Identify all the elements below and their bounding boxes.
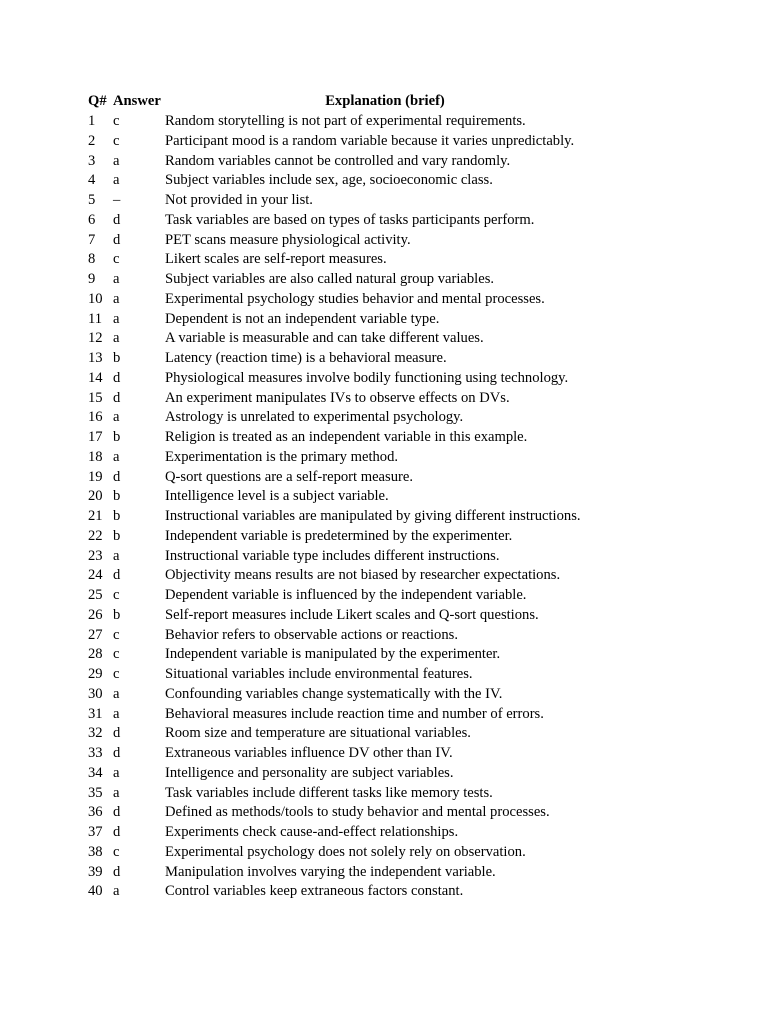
table-row bbox=[88, 310, 605, 330]
answer-cell: b bbox=[113, 606, 121, 623]
table-row bbox=[88, 270, 605, 290]
question-number-cell: 26 bbox=[88, 606, 103, 623]
table-row bbox=[88, 487, 605, 507]
answer-cell: a bbox=[113, 152, 120, 169]
explanation-cell: Dependent is not an independent variable type. bbox=[165, 310, 440, 327]
question-number-cell: 2 bbox=[88, 132, 96, 149]
table-row bbox=[88, 586, 605, 606]
table-row bbox=[88, 645, 605, 665]
table-row bbox=[88, 803, 605, 823]
question-number-cell: 3 bbox=[88, 152, 96, 169]
question-number-cell: 33 bbox=[88, 745, 103, 761]
table-row bbox=[88, 191, 605, 211]
answer-cell: a bbox=[113, 172, 120, 189]
explanation-cell: A variable is measurable and can take different values. bbox=[165, 330, 484, 347]
answer-cell: d bbox=[113, 824, 121, 840]
table-row bbox=[88, 171, 605, 191]
explanation-cell: Experiments check cause-and-effect relationships. bbox=[165, 824, 459, 840]
explanation-cell: Latency (reaction time) is a behavioral measure. bbox=[165, 350, 447, 366]
explanation-cell: Q-sort questions are a self-report measure. bbox=[165, 468, 414, 485]
table-row bbox=[88, 566, 605, 586]
question-number-cell: 34 bbox=[88, 764, 103, 781]
explanation-cell: Extraneous variables influence DV other than IV. bbox=[165, 745, 453, 761]
question-number-cell: 36 bbox=[88, 804, 103, 821]
explanation-cell: Random storytelling is not part of experimental requirements. bbox=[165, 113, 526, 129]
table-row bbox=[88, 705, 605, 725]
answer-cell: c bbox=[113, 132, 120, 149]
explanation-cell: Dependent variable is influenced by the independent variable. bbox=[165, 587, 527, 603]
answer-cell: a bbox=[113, 409, 120, 426]
answer-cell: b bbox=[113, 429, 121, 445]
table-row bbox=[88, 152, 605, 172]
explanation-cell: Participant mood is a random variable because it varies unpredictably. bbox=[165, 132, 575, 149]
answer-cell: d bbox=[113, 725, 121, 742]
explanation-cell: Intelligence and personality are subject variables. bbox=[165, 764, 454, 781]
question-number-cell: 24 bbox=[88, 567, 103, 584]
question-number-cell: 15 bbox=[88, 389, 103, 406]
answer-cell: d bbox=[113, 389, 121, 406]
header-answer: Answer bbox=[113, 93, 161, 109]
header-explanation: Explanation (brief) bbox=[325, 93, 445, 109]
answer-cell: a bbox=[113, 883, 120, 900]
answer-cell: d bbox=[113, 369, 121, 386]
table-row bbox=[88, 290, 605, 310]
header-question-number: Q# bbox=[88, 93, 107, 109]
question-number-cell: 14 bbox=[88, 369, 103, 386]
answer-cell: a bbox=[113, 547, 120, 564]
explanation-cell: Experimental psychology studies behavior and mental processes. bbox=[165, 290, 545, 307]
explanation-cell: Likert scales are self-report measures. bbox=[165, 251, 387, 268]
question-number-cell: 5 bbox=[88, 192, 96, 208]
answer-cell: d bbox=[113, 745, 121, 761]
answer-cell: d bbox=[113, 211, 121, 228]
table-row bbox=[88, 784, 605, 804]
answer-cell: c bbox=[113, 113, 120, 129]
explanation-cell: Intelligence level is a subject variable. bbox=[165, 488, 389, 505]
answer-cell: a bbox=[113, 271, 120, 287]
answer-cell: a bbox=[113, 448, 120, 465]
question-number-cell: 31 bbox=[88, 705, 103, 722]
explanation-cell: Behavioral measures include reaction time and number of errors. bbox=[165, 705, 544, 722]
question-number-cell: 13 bbox=[88, 350, 103, 366]
question-number-cell: 17 bbox=[88, 429, 103, 445]
answer-cell: d bbox=[113, 804, 121, 821]
explanation-cell: Task variables include different tasks like memory tests. bbox=[165, 784, 493, 801]
answer-cell: a bbox=[113, 290, 120, 307]
question-number-cell: 19 bbox=[88, 468, 103, 485]
question-number-cell: 35 bbox=[88, 784, 103, 801]
explanation-cell: Manipulation involves varying the independent variable. bbox=[165, 863, 496, 880]
question-number-cell: 12 bbox=[88, 330, 103, 347]
question-number-cell: 16 bbox=[88, 409, 103, 426]
answer-cell: – bbox=[113, 192, 121, 208]
answer-cell: a bbox=[113, 705, 120, 722]
explanation-cell: Not provided in your list. bbox=[165, 192, 313, 208]
table-row bbox=[88, 823, 605, 843]
answer-cell: c bbox=[113, 626, 120, 643]
answer-cell: c bbox=[113, 646, 120, 663]
question-number-cell: 18 bbox=[88, 448, 103, 465]
table-row bbox=[88, 250, 605, 270]
table-row bbox=[88, 665, 605, 685]
answer-cell: b bbox=[113, 350, 121, 366]
table-row bbox=[88, 724, 605, 744]
explanation-cell: Defined as methods/tools to study behavior and mental processes. bbox=[165, 804, 550, 821]
explanation-cell: Self-report measures include Likert scales and Q-sort questions. bbox=[165, 606, 539, 623]
table-row bbox=[88, 132, 605, 152]
explanation-cell: PET scans measure physiological activity. bbox=[165, 231, 411, 248]
table-row bbox=[88, 428, 605, 448]
explanation-cell: Independent variable is predetermined by the experimenter. bbox=[165, 527, 513, 544]
explanation-cell: Subject variables are also called natural group variables. bbox=[165, 271, 495, 287]
question-number-cell: 38 bbox=[88, 843, 103, 860]
question-number-cell: 1 bbox=[88, 113, 96, 129]
answer-cell: a bbox=[113, 764, 120, 781]
answer-cell: d bbox=[113, 863, 121, 880]
explanation-cell: Instructional variables are manipulated by giving different instructions. bbox=[165, 508, 581, 524]
question-number-cell: 10 bbox=[88, 290, 103, 307]
answer-cell: c bbox=[113, 666, 120, 682]
table-row bbox=[88, 527, 605, 547]
explanation-cell: Behavior refers to observable actions or reactions. bbox=[165, 626, 458, 643]
explanation-cell: Random variables cannot be controlled and vary randomly. bbox=[165, 152, 511, 169]
table-row bbox=[88, 211, 605, 231]
explanation-cell: Task variables are based on types of tasks participants perform. bbox=[165, 211, 535, 228]
question-number-cell: 22 bbox=[88, 527, 103, 544]
table-row bbox=[88, 744, 605, 764]
table-row bbox=[88, 882, 605, 902]
question-number-cell: 9 bbox=[88, 271, 96, 287]
table-row bbox=[88, 408, 605, 428]
explanation-cell: Experimentation is the primary method. bbox=[165, 448, 399, 465]
question-number-cell: 29 bbox=[88, 666, 103, 682]
answer-cell: c bbox=[113, 587, 120, 603]
question-number-cell: 4 bbox=[88, 172, 96, 189]
explanation-cell: Independent variable is manipulated by the experimenter. bbox=[165, 646, 501, 663]
answer-cell: b bbox=[113, 488, 121, 505]
table-row bbox=[88, 468, 605, 488]
table-row bbox=[88, 507, 605, 527]
explanation-cell: Experimental psychology does not solely rely on observation. bbox=[165, 843, 526, 860]
table-row bbox=[88, 547, 605, 567]
table-row bbox=[88, 626, 605, 646]
answer-cell: d bbox=[113, 231, 121, 248]
table-row bbox=[88, 231, 605, 251]
answer-cell: b bbox=[113, 508, 121, 524]
explanation-cell: Room size and temperature are situational variables. bbox=[165, 725, 471, 742]
table-row bbox=[88, 685, 605, 705]
question-number-cell: 40 bbox=[88, 883, 103, 900]
explanation-cell: Religion is treated as an independent variable in this example. bbox=[165, 429, 528, 445]
answer-cell: a bbox=[113, 784, 120, 801]
answer-cell: c bbox=[113, 251, 120, 268]
table-row bbox=[88, 606, 605, 626]
answer-key-table bbox=[88, 92, 605, 902]
table-row bbox=[88, 329, 605, 349]
table-row bbox=[88, 764, 605, 784]
answer-cell: a bbox=[113, 685, 120, 702]
question-number-cell: 7 bbox=[88, 231, 96, 248]
question-number-cell: 23 bbox=[88, 547, 103, 564]
question-number-cell: 8 bbox=[88, 251, 96, 268]
explanation-cell: Objectivity means results are not biased by researcher expectations. bbox=[165, 567, 561, 584]
question-number-cell: 30 bbox=[88, 685, 103, 702]
question-number-cell: 37 bbox=[88, 824, 103, 840]
answer-cell: d bbox=[113, 567, 121, 584]
explanation-cell: Confounding variables change systematically with the IV. bbox=[165, 685, 503, 702]
explanation-cell: An experiment manipulates IVs to observe effects on DVs. bbox=[165, 389, 510, 406]
question-number-cell: 28 bbox=[88, 646, 103, 663]
question-number-cell: 25 bbox=[88, 587, 103, 603]
table-row bbox=[88, 112, 605, 132]
question-number-cell: 11 bbox=[88, 310, 103, 327]
answer-cell: a bbox=[113, 330, 120, 347]
explanation-cell: Instructional variable type includes different instructions. bbox=[165, 547, 500, 564]
explanation-cell: Physiological measures involve bodily functioning using technology. bbox=[165, 369, 569, 386]
question-number-cell: 21 bbox=[88, 508, 103, 524]
question-number-cell: 32 bbox=[88, 725, 103, 742]
answer-cell: c bbox=[113, 843, 120, 860]
table-row bbox=[88, 389, 605, 409]
answer-cell: a bbox=[113, 310, 120, 327]
question-number-cell: 39 bbox=[88, 863, 103, 880]
table-body bbox=[88, 112, 605, 902]
table-row bbox=[88, 349, 605, 369]
question-number-cell: 27 bbox=[88, 626, 103, 643]
table-row bbox=[88, 843, 605, 863]
answer-cell: b bbox=[113, 527, 121, 544]
table-header-row bbox=[88, 92, 605, 112]
table-row bbox=[88, 863, 605, 883]
explanation-cell: Subject variables include sex, age, socioeconomic class. bbox=[165, 172, 493, 189]
explanation-cell: Astrology is unrelated to experimental psychology. bbox=[165, 409, 464, 426]
question-number-cell: 6 bbox=[88, 211, 96, 228]
answer-cell: d bbox=[113, 468, 121, 485]
question-number-cell: 20 bbox=[88, 488, 103, 505]
table-row bbox=[88, 369, 605, 389]
explanation-cell: Situational variables include environmental features. bbox=[165, 666, 473, 682]
explanation-cell: Control variables keep extraneous factors constant. bbox=[165, 883, 464, 900]
table-row bbox=[88, 448, 605, 468]
